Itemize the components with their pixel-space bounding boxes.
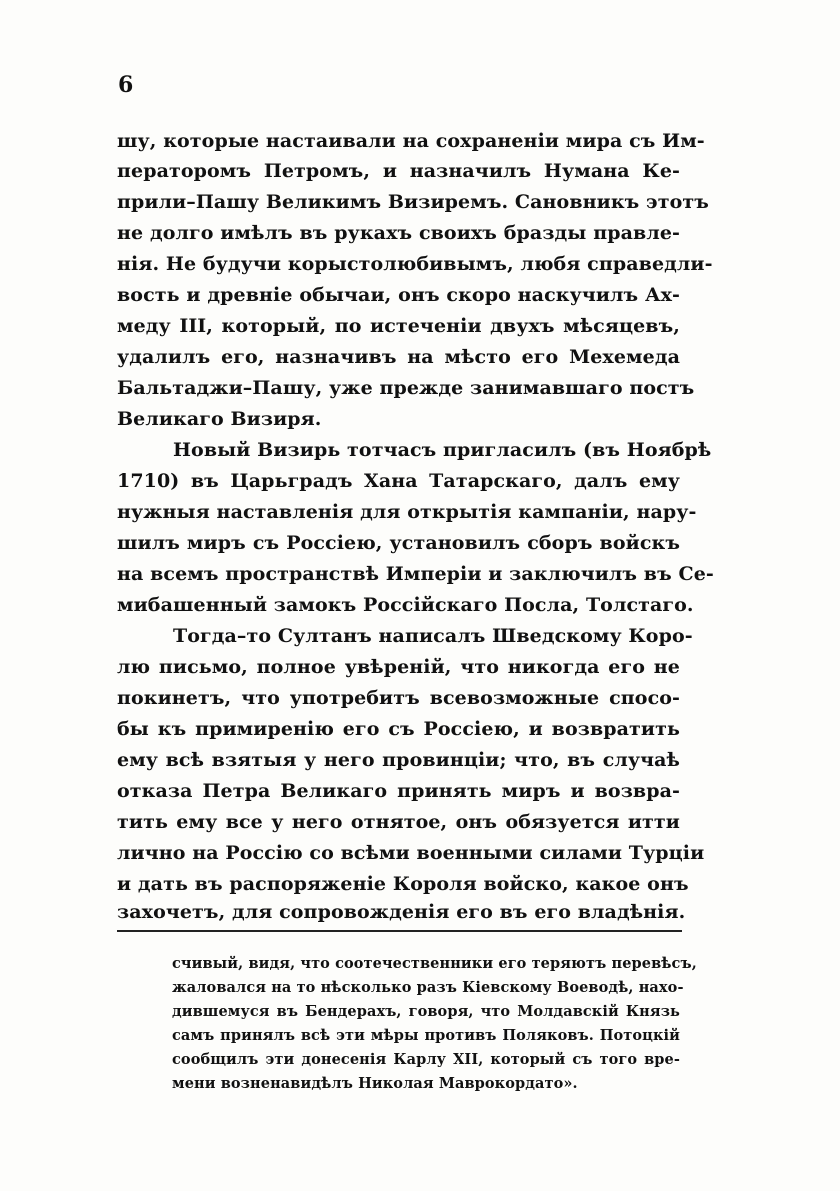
- text-line: шу, которые настаивали на сохраненіи мира съ Им-: [117, 130, 705, 152]
- text-line: мибашенный замокъ Россійскаго Посла, Толстаго.: [117, 594, 694, 616]
- text-line: Великаго Визиря.: [117, 408, 322, 430]
- text-line: меду III, который, по истеченіи двухъ мѣсяцевъ,: [117, 315, 680, 337]
- text-line: 1710) въ Царьградъ Хана Татарскаго, далъ ему: [117, 470, 680, 492]
- text-line: на всемъ пространствѣ Имперіи и заключилъ въ Се-: [117, 563, 714, 585]
- footnote-line: самъ принялъ всѣ эти мѣры противъ Поляковъ. Потоцкій: [172, 1027, 680, 1044]
- text-line: ператоромъ Петромъ, и назначилъ Нумана Ке-: [117, 160, 680, 182]
- text-line: тить ему все у него отнятое, онъ обязуется итти: [117, 811, 680, 833]
- text-line: бы къ примиренію его съ Россіею, и возвратить: [117, 718, 680, 740]
- footnote-line: сообщилъ эти донесенія Карлу XII, который съ того вре-: [172, 1051, 680, 1068]
- text-line: лично на Россію со всѣми военными силами Турціи: [117, 842, 705, 864]
- paragraph-first-line: Тогда–то Султанъ написалъ Шведскому Коро-: [173, 625, 693, 647]
- text-line: не долго имѣлъ въ рукахъ своихъ бразды правле-: [117, 222, 680, 244]
- text-line: покинетъ, что употребитъ всевозможные спосо-: [117, 687, 680, 709]
- text-line: Бальтаджи–Пашу, уже прежде занимавшаго постъ: [117, 377, 695, 399]
- page-number: 6: [118, 72, 134, 98]
- text-line: нія. Не будучи корыстолюбивымъ, любя справедли-: [117, 253, 713, 275]
- text-line: шилъ миръ съ Россіею, установилъ сборъ войскъ: [117, 532, 680, 554]
- text-line: нужныя наставленія для открытія кампаніи, нару-: [117, 501, 697, 523]
- footnote-line: дившемуся въ Бендерахъ, говоря, что Молдавскій Князь: [172, 1003, 680, 1020]
- text-line: отказа Петра Великаго принять миръ и возвра-: [117, 780, 680, 802]
- text-line: захочетъ, для сопровожденія его въ его владѣнія.: [117, 901, 686, 923]
- footnote-divider: [117, 930, 682, 932]
- footnote-line: жаловался на то нѣсколько разъ Кіевскому Воеводѣ, нахо-: [172, 979, 684, 996]
- text-line: лю письмо, полное увѣреній, что никогда его не: [117, 656, 680, 678]
- footnote-line: мени возненавидѣлъ Николая Маврокордато».: [172, 1075, 578, 1092]
- footnote-line: счивый, видя, что соотечественники его теряютъ перевѣсъ,: [172, 955, 697, 972]
- text-line: удалилъ его, назначивъ на мѣсто его Мехемеда: [117, 346, 680, 368]
- text-line: вость и древніе обычаи, онъ скоро наскучилъ Ах-: [117, 284, 680, 306]
- text-line: ему всѣ взятыя у него провинціи; что, въ случаѣ: [117, 749, 680, 771]
- text-line: и дать въ распоряженіе Короля войско, какое онъ: [117, 873, 689, 895]
- paragraph-first-line: Новый Визирь тотчасъ пригласилъ (въ Ноябрѣ: [173, 439, 712, 461]
- text-line: прили–Пашу Великимъ Визиремъ. Сановникъ этотъ: [117, 191, 709, 213]
